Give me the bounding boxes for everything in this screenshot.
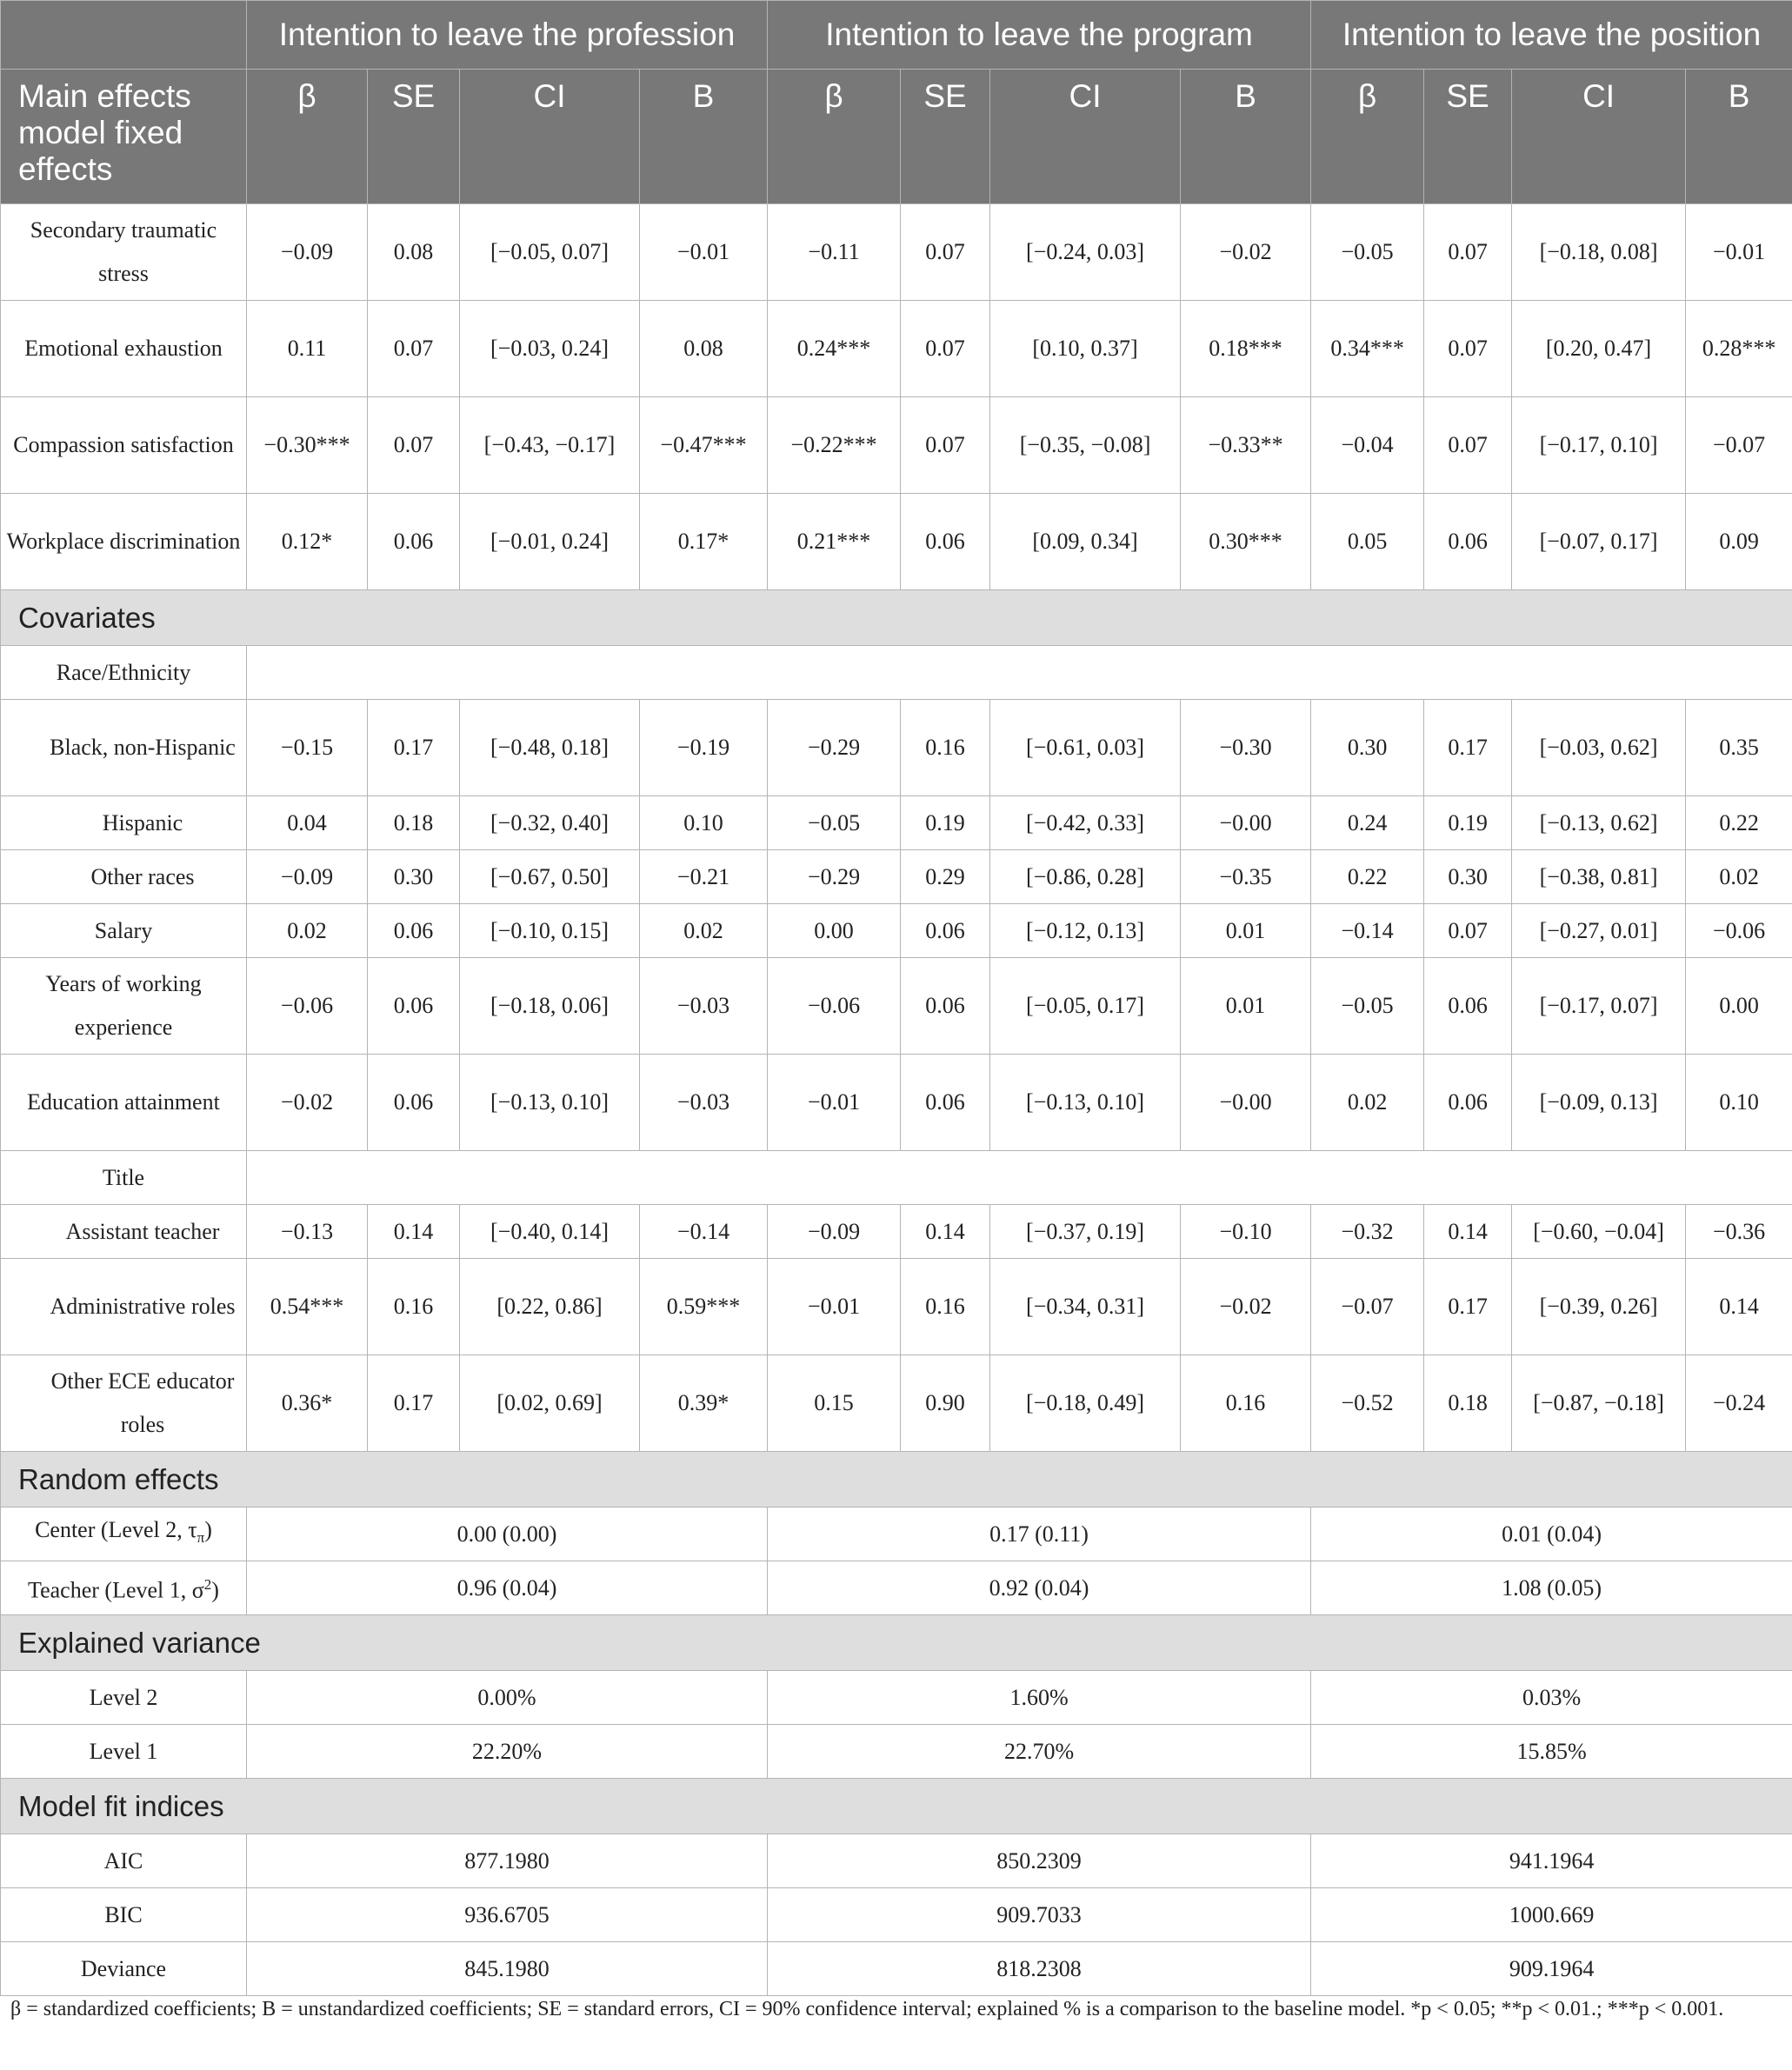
value-cell: 0.08	[368, 204, 460, 301]
table-row	[1, 1355, 1792, 1452]
row-label-race: Race/Ethnicity	[1, 646, 247, 700]
row-label: Education attainment	[1, 1055, 247, 1151]
value-cell: [−0.61, 0.03]	[990, 700, 1181, 796]
value-cell: 0.16	[1181, 1355, 1311, 1452]
row-label-center: Center (Level 2, $\tau_\pi$)	[1, 1508, 247, 1561]
value-cell: −0.04	[1311, 397, 1424, 494]
table-row	[1, 700, 1792, 796]
col-b: B	[640, 70, 768, 204]
row-label: Emotional exhaustion	[1, 301, 247, 397]
value-cell: −0.15	[247, 700, 368, 796]
value-cell: −0.29	[768, 700, 901, 796]
value-cell: 936.6705	[247, 1888, 768, 1942]
value-cell: 15.85%	[1311, 1725, 1792, 1779]
value-cell: −0.03	[640, 958, 768, 1055]
value-cell: 0.16	[901, 700, 990, 796]
value-cell: 0.17	[1424, 1259, 1512, 1355]
value-cell: −0.05	[768, 796, 901, 850]
value-cell: −0.05	[1311, 204, 1424, 301]
value-cell: 0.11	[247, 301, 368, 397]
table-row	[1, 796, 1792, 850]
value-cell: [−0.32, 0.40]	[460, 796, 640, 850]
value-cell: −0.47***	[640, 397, 768, 494]
table-footnote: β = standardized coefficients; B = unstandardized coefficients; SE = standard errors, CI = 90% confidence interval; explained % is a comparison to the baseline model. *p < 0.05; **p < 0.01.; ***p < 0.001.	[10, 1998, 1724, 2020]
value-cell: 818.2308	[768, 1942, 1311, 1996]
row-label: Other ECE educator roles	[1, 1355, 247, 1452]
value-cell: 0.02	[640, 904, 768, 958]
value-cell: 0.01 (0.04)	[1311, 1508, 1792, 1561]
value-cell: 0.16	[901, 1259, 990, 1355]
row-label: Administrative roles	[1, 1259, 247, 1355]
value-cell: [−0.13, 0.10]	[460, 1055, 640, 1151]
value-cell: −0.36	[1686, 1205, 1792, 1259]
value-cell: 0.06	[1424, 1055, 1512, 1151]
value-cell: [−0.40, 0.14]	[460, 1205, 640, 1259]
value-cell: −0.52	[1311, 1355, 1424, 1452]
value-cell: 0.06	[368, 904, 460, 958]
table-row	[1, 397, 1792, 494]
value-cell: −0.02	[247, 1055, 368, 1151]
value-cell: 0.10	[1686, 1055, 1792, 1151]
value-cell: 0.30	[1311, 700, 1424, 796]
col-beta: β	[1311, 70, 1424, 204]
col-b: B	[1181, 70, 1311, 204]
value-cell: −0.21	[640, 850, 768, 904]
value-cell: [−0.05, 0.07]	[460, 204, 640, 301]
value-cell: 0.06	[368, 494, 460, 590]
table-row	[1, 1259, 1792, 1355]
group-header-position: Intention to leave the position	[1311, 1, 1792, 70]
section-row	[1, 1779, 1792, 1834]
value-cell: 0.10	[640, 796, 768, 850]
value-cell: −0.30	[1181, 700, 1311, 796]
value-cell: −0.30***	[247, 397, 368, 494]
table-row	[1, 850, 1792, 904]
value-cell: 0.07	[1424, 904, 1512, 958]
col-beta: β	[768, 70, 901, 204]
row-label: Secondary traumatic stress	[1, 204, 247, 301]
value-cell: [−0.86, 0.28]	[990, 850, 1181, 904]
group-header-program: Intention to leave the program	[768, 1, 1311, 70]
value-cell: 877.1980	[247, 1834, 768, 1888]
section-covariates: Covariates	[1, 590, 1792, 646]
col-se: SE	[1424, 70, 1512, 204]
value-cell: 0.30***	[1181, 494, 1311, 590]
value-cell: −0.10	[1181, 1205, 1311, 1259]
value-cell: −0.01	[640, 204, 768, 301]
value-cell: 0.02	[247, 904, 368, 958]
section-random-effects: Random effects	[1, 1452, 1792, 1508]
value-cell: 0.07	[901, 204, 990, 301]
value-cell: [−0.87, −0.18]	[1512, 1355, 1686, 1452]
value-cell: [−0.05, 0.17]	[990, 958, 1181, 1055]
value-cell: 0.29	[901, 850, 990, 904]
value-cell: [−0.43, −0.17]	[460, 397, 640, 494]
value-cell: 0.01	[1181, 904, 1311, 958]
value-cell: 0.17	[368, 700, 460, 796]
value-cell: 0.07	[901, 301, 990, 397]
value-cell: 0.09	[1686, 494, 1792, 590]
value-cell: 0.54***	[247, 1259, 368, 1355]
row-label: Hispanic	[1, 796, 247, 850]
value-cell: 0.01	[1181, 958, 1311, 1055]
value-cell: 1.08 (0.05)	[1311, 1561, 1792, 1615]
group-header-profession: Intention to leave the profession	[247, 1, 768, 70]
value-cell: −0.01	[1686, 204, 1792, 301]
value-cell: 0.17	[368, 1355, 460, 1452]
value-cell: −0.33**	[1181, 397, 1311, 494]
value-cell: 0.36*	[247, 1355, 368, 1452]
value-cell: [−0.03, 0.24]	[460, 301, 640, 397]
value-cell: −0.06	[1686, 904, 1792, 958]
value-cell: 0.06	[901, 1055, 990, 1151]
table-row	[1, 1725, 1792, 1779]
row-label: Other races	[1, 850, 247, 904]
table-row	[1, 1834, 1792, 1888]
value-cell: 22.70%	[768, 1725, 1311, 1779]
value-cell: 0.04	[247, 796, 368, 850]
value-cell: [−0.18, 0.06]	[460, 958, 640, 1055]
col-ci: CI	[1512, 70, 1686, 204]
value-cell: −0.00	[1181, 1055, 1311, 1151]
table-row	[1, 1151, 1792, 1205]
value-cell: 0.12*	[247, 494, 368, 590]
value-cell: [−0.07, 0.17]	[1512, 494, 1686, 590]
value-cell: −0.19	[640, 700, 768, 796]
value-cell: −0.00	[1181, 796, 1311, 850]
row-label-title: Title	[1, 1151, 247, 1205]
value-cell: 0.21***	[768, 494, 901, 590]
section-row	[1, 590, 1792, 646]
value-cell: [−0.10, 0.15]	[460, 904, 640, 958]
value-cell: −0.01	[768, 1259, 901, 1355]
value-cell: 0.30	[368, 850, 460, 904]
value-cell: [−0.60, −0.04]	[1512, 1205, 1686, 1259]
value-cell: 0.14	[368, 1205, 460, 1259]
table-row	[1, 904, 1792, 958]
value-cell: [−0.42, 0.33]	[990, 796, 1181, 850]
value-cell: [−0.12, 0.13]	[990, 904, 1181, 958]
empty-cell	[247, 646, 1792, 700]
empty-cell	[247, 1151, 1792, 1205]
table-row	[1, 646, 1792, 700]
value-cell: −0.09	[247, 850, 368, 904]
value-cell: 0.17*	[640, 494, 768, 590]
value-cell: 0.02	[1311, 1055, 1424, 1151]
table-row	[1, 1671, 1792, 1725]
value-cell: 0.03%	[1311, 1671, 1792, 1725]
row-label: Workplace discrimination	[1, 494, 247, 590]
table-row	[1, 494, 1792, 590]
value-cell: −0.24	[1686, 1355, 1792, 1452]
row-label: Level 2	[1, 1671, 247, 1725]
table-row	[1, 204, 1792, 301]
value-cell: [−0.38, 0.81]	[1512, 850, 1686, 904]
value-cell: [−0.09, 0.13]	[1512, 1055, 1686, 1151]
value-cell: 845.1980	[247, 1942, 768, 1996]
value-cell: [−0.27, 0.01]	[1512, 904, 1686, 958]
value-cell: −0.05	[1311, 958, 1424, 1055]
row-label: AIC	[1, 1834, 247, 1888]
value-cell: 0.00	[1686, 958, 1792, 1055]
section-row	[1, 1615, 1792, 1671]
value-cell: 0.06	[368, 958, 460, 1055]
row-label: Years of working experience	[1, 958, 247, 1055]
value-cell: −0.01	[768, 1055, 901, 1151]
value-cell: 0.05	[1311, 494, 1424, 590]
value-cell: 0.28***	[1686, 301, 1792, 397]
section-explained-variance: Explained variance	[1, 1615, 1792, 1671]
value-cell: −0.35	[1181, 850, 1311, 904]
value-cell: −0.14	[1311, 904, 1424, 958]
table-row	[1, 1508, 1792, 1561]
value-cell: 0.06	[901, 904, 990, 958]
value-cell: −0.11	[768, 204, 901, 301]
value-cell: [0.10, 0.37]	[990, 301, 1181, 397]
value-cell: −0.14	[640, 1205, 768, 1259]
value-cell: −0.07	[1311, 1259, 1424, 1355]
value-cell: 0.24***	[768, 301, 901, 397]
value-cell: 0.30	[1424, 850, 1512, 904]
table-row	[1, 1055, 1792, 1151]
value-cell: 0.00 (0.00)	[247, 1508, 768, 1561]
section-model-fit: Model fit indices	[1, 1779, 1792, 1834]
value-cell: [0.22, 0.86]	[460, 1259, 640, 1355]
header-main-effects: Main effects model fixed effects	[1, 70, 247, 204]
col-ci: CI	[460, 70, 640, 204]
value-cell: −0.29	[768, 850, 901, 904]
value-cell: 0.00%	[247, 1671, 768, 1725]
value-cell: 0.14	[1686, 1259, 1792, 1355]
value-cell: 0.06	[901, 958, 990, 1055]
row-label: Assistant teacher	[1, 1205, 247, 1259]
value-cell: 0.18***	[1181, 301, 1311, 397]
value-cell: [−0.48, 0.18]	[460, 700, 640, 796]
col-se: SE	[368, 70, 460, 204]
value-cell: 0.14	[1424, 1205, 1512, 1259]
value-cell: 0.19	[1424, 796, 1512, 850]
value-cell: −0.13	[247, 1205, 368, 1259]
value-cell: 0.92 (0.04)	[768, 1561, 1311, 1615]
value-cell: [−0.39, 0.26]	[1512, 1259, 1686, 1355]
table-row	[1, 301, 1792, 397]
row-label: Black, non-Hispanic	[1, 700, 247, 796]
value-cell: [−0.03, 0.62]	[1512, 700, 1686, 796]
row-label: Level 1	[1, 1725, 247, 1779]
value-cell: 0.08	[640, 301, 768, 397]
value-cell: 0.06	[1424, 494, 1512, 590]
value-cell: [−0.13, 0.62]	[1512, 796, 1686, 850]
row-label: Compassion satisfaction	[1, 397, 247, 494]
table-row	[1, 1205, 1792, 1259]
section-row	[1, 1452, 1792, 1508]
value-cell: 0.07	[368, 301, 460, 397]
value-cell: −0.03	[640, 1055, 768, 1151]
value-cell: 0.90	[901, 1355, 990, 1452]
col-b: B	[1686, 70, 1792, 204]
value-cell: 0.07	[1424, 204, 1512, 301]
value-cell: 0.07	[368, 397, 460, 494]
value-cell: 0.22	[1311, 850, 1424, 904]
value-cell: [−0.34, 0.31]	[990, 1259, 1181, 1355]
value-cell: −0.06	[768, 958, 901, 1055]
value-cell: 0.19	[901, 796, 990, 850]
value-cell: 0.18	[1424, 1355, 1512, 1452]
value-cell: 0.39*	[640, 1355, 768, 1452]
row-label: BIC	[1, 1888, 247, 1942]
value-cell: 0.02	[1686, 850, 1792, 904]
value-cell: 909.7033	[768, 1888, 1311, 1942]
value-cell: 0.07	[1424, 397, 1512, 494]
value-cell: 0.07	[901, 397, 990, 494]
value-cell: 941.1964	[1311, 1834, 1792, 1888]
value-cell: [−0.35, −0.08]	[990, 397, 1181, 494]
col-se: SE	[901, 70, 990, 204]
value-cell: [−0.24, 0.03]	[990, 204, 1181, 301]
value-cell: 909.1964	[1311, 1942, 1792, 1996]
col-ci: CI	[990, 70, 1181, 204]
row-label: Deviance	[1, 1942, 247, 1996]
value-cell: −0.02	[1181, 1259, 1311, 1355]
value-cell: 0.17	[1424, 700, 1512, 796]
value-cell: −0.22***	[768, 397, 901, 494]
row-label: Salary	[1, 904, 247, 958]
value-cell: 22.20%	[247, 1725, 768, 1779]
value-cell: −0.32	[1311, 1205, 1424, 1259]
table-row	[1, 1888, 1792, 1942]
table-row	[1, 1561, 1792, 1615]
value-cell: 0.06	[901, 494, 990, 590]
value-cell: 0.06	[1424, 958, 1512, 1055]
value-cell: [−0.17, 0.07]	[1512, 958, 1686, 1055]
value-cell: −0.02	[1181, 204, 1311, 301]
value-cell: [0.09, 0.34]	[990, 494, 1181, 590]
col-beta: β	[247, 70, 368, 204]
value-cell: 0.96 (0.04)	[247, 1561, 768, 1615]
value-cell: 0.24	[1311, 796, 1424, 850]
value-cell: 0.35	[1686, 700, 1792, 796]
value-cell: [−0.13, 0.10]	[990, 1055, 1181, 1151]
value-cell: [−0.17, 0.10]	[1512, 397, 1686, 494]
value-cell: 0.06	[368, 1055, 460, 1151]
value-cell: [−0.37, 0.19]	[990, 1205, 1181, 1259]
value-cell: [0.02, 0.69]	[460, 1355, 640, 1452]
value-cell: 0.14	[901, 1205, 990, 1259]
value-cell: 0.34***	[1311, 301, 1424, 397]
value-cell: 0.22	[1686, 796, 1792, 850]
value-cell: −0.09	[768, 1205, 901, 1259]
value-cell: 0.15	[768, 1355, 901, 1452]
value-cell: 0.16	[368, 1259, 460, 1355]
table-row	[1, 958, 1792, 1055]
value-cell: [−0.18, 0.08]	[1512, 204, 1686, 301]
table-row	[1, 1942, 1792, 1996]
value-cell: 0.17 (0.11)	[768, 1508, 1311, 1561]
value-cell: [0.20, 0.47]	[1512, 301, 1686, 397]
value-cell: −0.09	[247, 204, 368, 301]
value-cell: 1000.669	[1311, 1888, 1792, 1942]
value-cell: 0.18	[368, 796, 460, 850]
value-cell: [−0.18, 0.49]	[990, 1355, 1181, 1452]
value-cell: −0.06	[247, 958, 368, 1055]
value-cell: 1.60%	[768, 1671, 1311, 1725]
value-cell: 0.00	[768, 904, 901, 958]
value-cell: 850.2309	[768, 1834, 1311, 1888]
header-corner	[1, 1, 247, 70]
row-label-teacher: Teacher (Level 1, $\sigma^2$)	[1, 1561, 247, 1615]
value-cell: 0.59***	[640, 1259, 768, 1355]
value-cell: [−0.01, 0.24]	[460, 494, 640, 590]
value-cell: [−0.67, 0.50]	[460, 850, 640, 904]
value-cell: 0.07	[1424, 301, 1512, 397]
value-cell: −0.07	[1686, 397, 1792, 494]
